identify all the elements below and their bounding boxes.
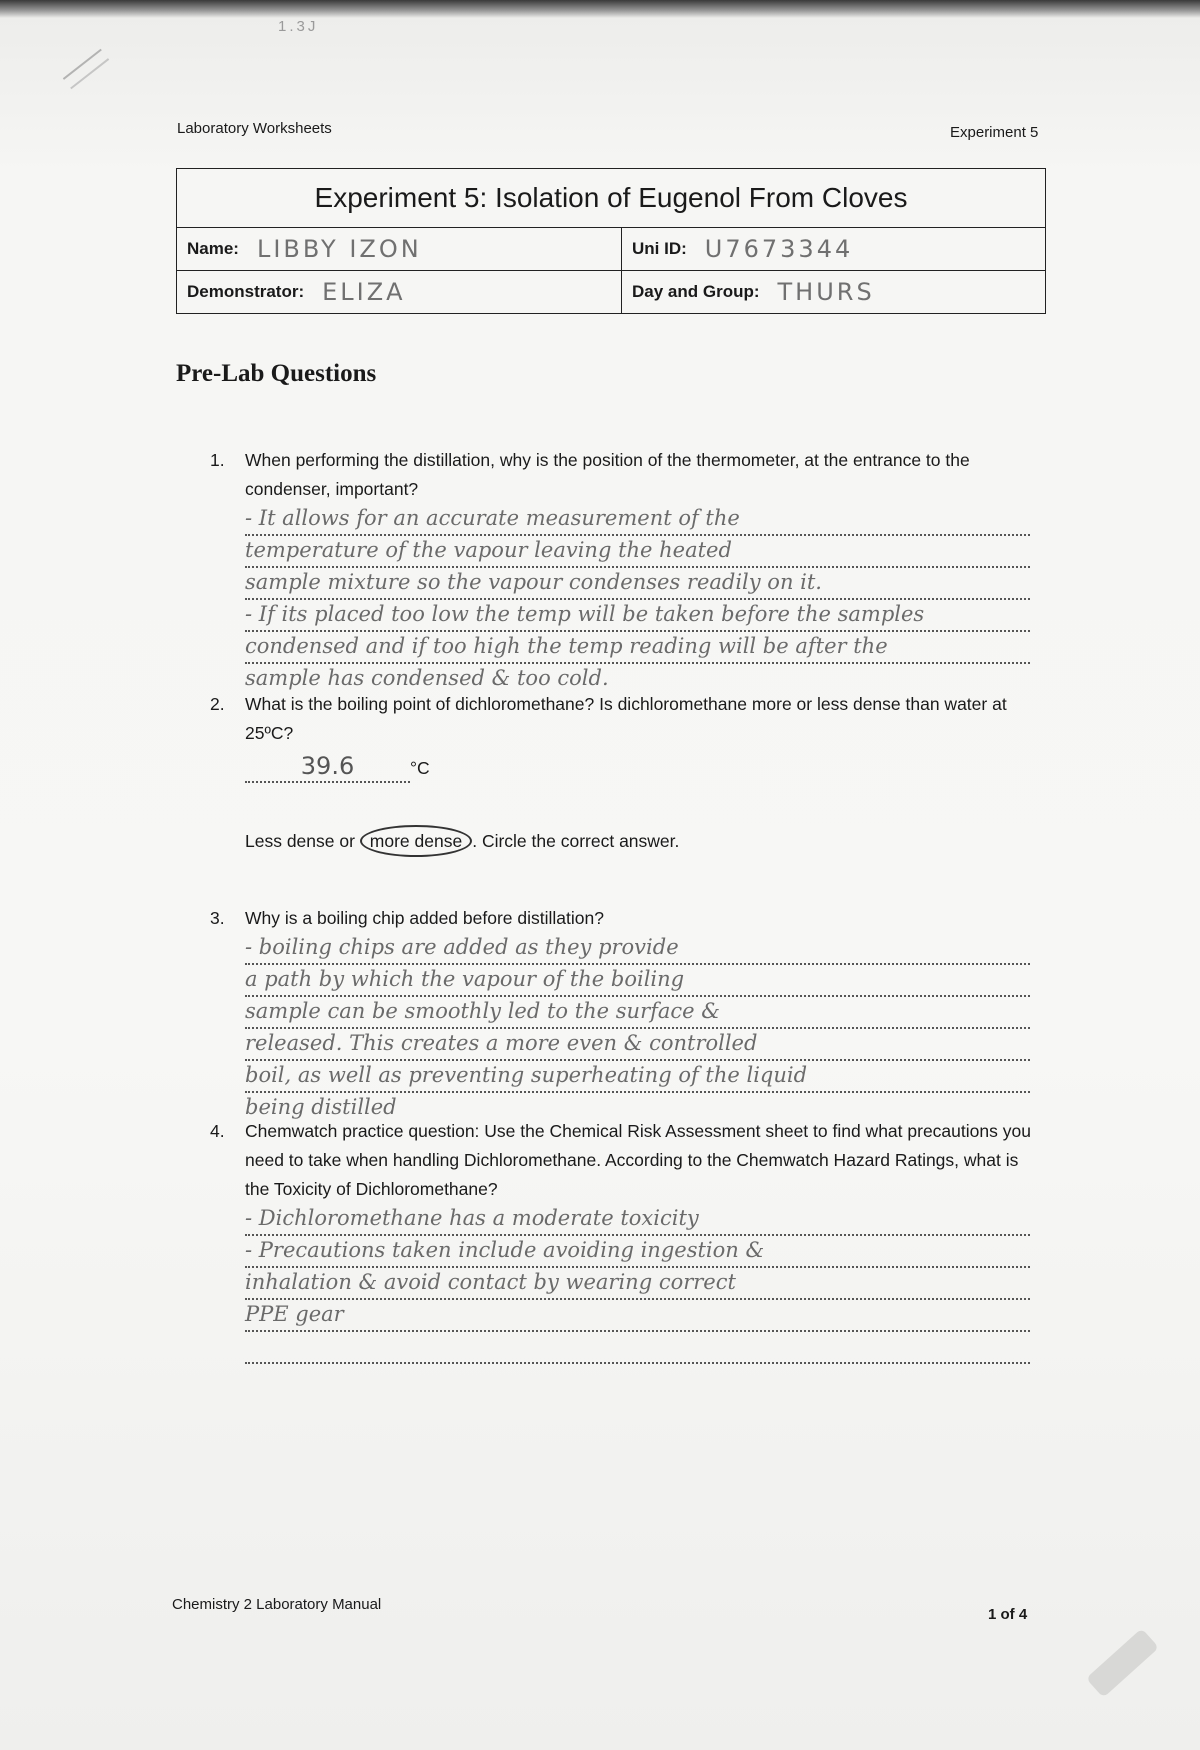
demonstrator-value: ELIZA	[322, 278, 406, 306]
answer-block-3	[245, 933, 1046, 1123]
question-number: 3.	[210, 908, 225, 928]
answer-line: - If its placed too low the temp will be taken before the samples	[245, 600, 1030, 632]
info-row-demonstrator	[177, 271, 1045, 313]
uni-id-value: U7673344	[704, 235, 854, 263]
answer-line	[245, 1332, 1030, 1364]
boiling-point-unit: °C	[410, 758, 430, 778]
answer-block-4	[245, 1204, 1046, 1364]
header-right: Experiment 5	[950, 124, 1039, 141]
info-table	[176, 168, 1046, 314]
density-choice-line	[245, 827, 1046, 856]
name-label: Name:	[187, 239, 239, 258]
boiling-point-line	[245, 752, 1046, 783]
question-text: Chemwatch practice question: Use the Chemical Risk Assessment sheet to find what precautions you need to take when handling Dichloromethane. According to the Chemwatch Hazard Ratings, what is the Toxicity of Dichloromethane?	[245, 1121, 1031, 1199]
footer-page-number: 1 of 4	[988, 1606, 1028, 1623]
section-title: Pre-Lab Questions	[176, 360, 377, 387]
day-group-label: Day and Group:	[632, 282, 760, 301]
footer-manual-title: Chemistry 2 Laboratory Manual	[172, 1596, 382, 1613]
question-number: 4.	[210, 1121, 225, 1141]
question-text: Why is a boiling chip added before distillation?	[245, 908, 604, 928]
question-2	[210, 690, 1046, 856]
answer-line: - Dichloromethane has a moderate toxicity	[245, 1204, 1030, 1236]
answer-line: condensed and if too high the temp reading will be after the	[245, 632, 1030, 664]
answer-line: a path by which the vapour of the boiling	[245, 965, 1030, 997]
header-left: Laboratory Worksheets	[177, 120, 332, 137]
info-row-name	[177, 228, 1045, 271]
corner-smudge-decoration	[1086, 1628, 1159, 1698]
name-value: LIBBY IZON	[256, 235, 422, 263]
answer-line: sample has condensed & too cold.	[245, 666, 609, 690]
answer-line: - Precautions taken include avoiding ingestion &	[245, 1236, 1030, 1268]
question-number: 2.	[210, 694, 225, 714]
boiling-point-value: 39.6	[245, 752, 410, 783]
pencil-scribble: 1.3J	[278, 18, 319, 35]
answer-line: - boiling chips are added as they provide	[245, 933, 1030, 965]
scan-shadow	[0, 0, 1200, 18]
day-group-cell	[622, 271, 1045, 313]
day-group-value: THURS	[777, 278, 875, 306]
density-instruction: . Circle the correct answer.	[472, 831, 680, 851]
answer-line: PPE gear	[245, 1300, 1030, 1332]
density-option-less: Less dense or	[245, 831, 360, 851]
uni-id-cell	[622, 228, 1045, 270]
question-text: What is the boiling point of dichloromethane? Is dichloromethane more or less dense than water at 25ºC?	[245, 694, 1007, 743]
answer-line: released. This creates a more even & controlled	[245, 1029, 1030, 1061]
question-text: When performing the distillation, why is the position of the thermometer, at the entrance to the condenser, important?	[245, 450, 970, 499]
answer-line: being distilled	[245, 1095, 397, 1119]
question-4	[210, 1117, 1046, 1364]
question-number: 1.	[210, 450, 225, 470]
pencil-mark-decoration	[63, 49, 109, 90]
answer-block-1	[245, 504, 1046, 694]
density-option-circled: more dense	[360, 825, 472, 857]
uni-id-label: Uni ID:	[632, 239, 687, 258]
question-3	[210, 904, 1046, 1123]
answer-line: boil, as well as preventing superheating of the liquid	[245, 1061, 1030, 1093]
experiment-title: Experiment 5: Isolation of Eugenol From Cloves	[177, 169, 1045, 228]
answer-line: temperature of the vapour leaving the heated	[245, 536, 1030, 568]
answer-line: sample can be smoothly led to the surface &	[245, 997, 1030, 1029]
answer-line: inhalation & avoid contact by wearing correct	[245, 1268, 1030, 1300]
demonstrator-cell	[177, 271, 622, 313]
question-1	[210, 446, 1046, 694]
answer-line: sample mixture so the vapour condenses readily on it.	[245, 568, 1030, 600]
answer-line: - It allows for an accurate measurement of the	[245, 504, 1030, 536]
name-cell	[177, 228, 622, 270]
demonstrator-label: Demonstrator:	[187, 282, 305, 301]
